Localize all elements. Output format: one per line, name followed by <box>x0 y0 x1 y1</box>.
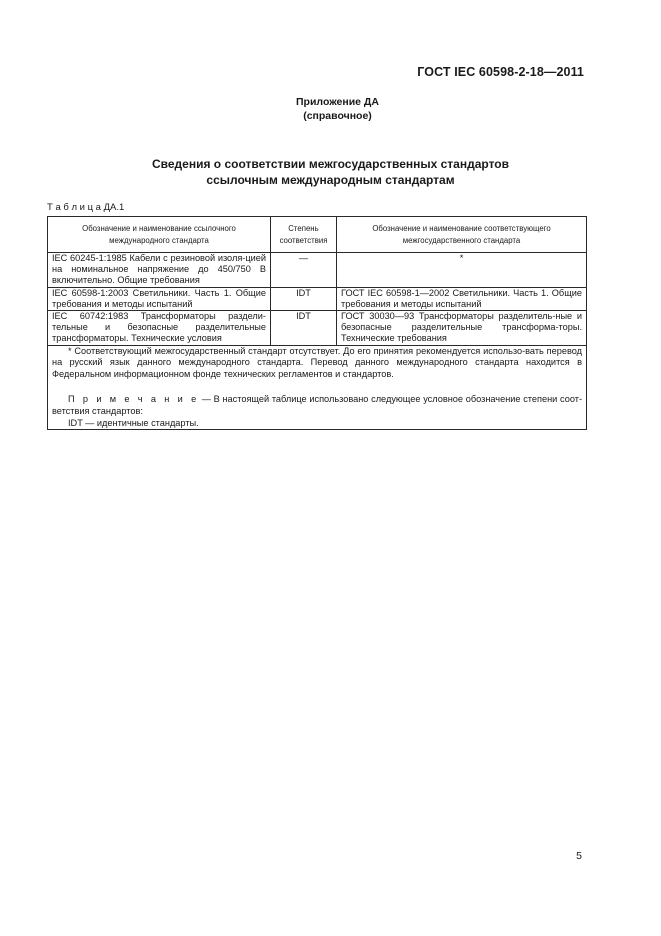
column-header-international: Обозначение и наименование ссылочного международного стандарта <box>48 217 271 253</box>
column-header-degree: Степень соответствия <box>271 217 337 253</box>
correspondence-table <box>47 216 587 430</box>
annex-header <box>0 95 661 123</box>
section-heading-line-2: ссылочным международным стандартам <box>206 173 455 187</box>
table-footer-row <box>48 345 587 430</box>
note-idt-definition: IDT — идентичные стандарты. <box>68 417 199 428</box>
note-text: — В настоящей таблице использовано следующее условное обозначение степени соот-ветствия стандартов: <box>52 394 582 416</box>
table-row <box>48 253 587 288</box>
note-label: П р и м е ч а н и е <box>68 394 200 405</box>
international-standard-cell: IEC 60245-1:1985 Кабели с резиновой изоля-цией на номинальное напряжение до 450/750 В включительно. Общие требования <box>48 253 271 288</box>
section-heading-line-1: Сведения о соответствии межгосударственных стандартов <box>152 157 509 171</box>
section-heading <box>0 156 661 188</box>
annex-subtitle: (справочное) <box>303 110 372 122</box>
table-row <box>48 311 587 346</box>
interstate-standard-cell: ГОСТ 30030—93 Трансформаторы разделитель-ные и безопасные разделительные трансформа-торы. Технические требования <box>337 311 587 346</box>
degree-cell: — <box>271 253 337 288</box>
page-number: 5 <box>576 850 582 862</box>
table-footer <box>48 345 587 430</box>
note <box>52 394 582 417</box>
degree-cell: IDT <box>271 311 337 346</box>
document-code: ГОСТ IEC 60598-2-18—2011 <box>417 65 584 79</box>
interstate-standard-cell: ГОСТ IEC 60598-1—2002 Светильники. Часть 1. Общие требования и методы испытаний <box>337 287 587 310</box>
column-header-interstate: Обозначение и наименование соответствующего межгосударственного стандарта <box>337 217 587 253</box>
interstate-standard-cell: * <box>337 253 587 288</box>
table-row <box>48 287 587 310</box>
annex-title: Приложение ДА <box>296 96 379 108</box>
international-standard-cell: IEC 60742:1983 Трансформаторы раздели-тельные и безопасные разделительные трансформаторы. Технические условия <box>48 311 271 346</box>
table-header-row <box>48 217 587 253</box>
degree-cell: IDT <box>271 287 337 310</box>
international-standard-cell: IEC 60598-1:2003 Светильники. Часть 1. Общие требования и методы испытаний <box>48 287 271 310</box>
footnote: * Соответствующий межгосударственный стандарт отсутствует. До его принятия рекомендуется использо-вать перевод на русский язык данного международного стандарта. Перевод данного международного стандарта находится в Федеральном информационном фонде технических регламентов и стандартов. <box>52 345 582 379</box>
table-caption: Т а б л и ц а ДА.1 <box>47 202 125 213</box>
